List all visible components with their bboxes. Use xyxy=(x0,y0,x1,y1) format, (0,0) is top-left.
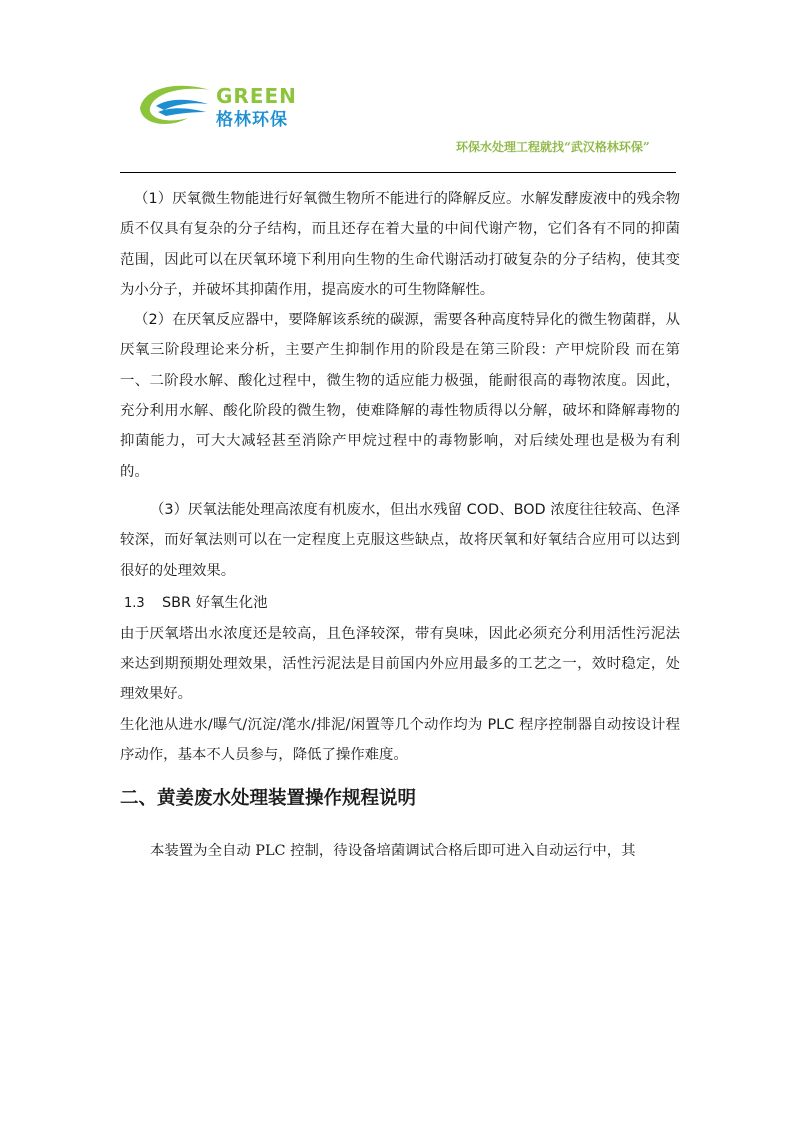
section-heading-1-3 xyxy=(120,588,680,619)
paragraph-anaerobic-3: （3）厌氧法能处理高浓度有机废水，但出水残留 COD、BOD 浓度往往较高、色泽较深，而好氧法则可以在一定程度上克服这些缺点，故将厌氧和好氧结合应用可以达到很好的处理效果。 xyxy=(120,501,680,579)
paragraph-sbr-intro: 由于厌氧塔出水浓度还是较高，且色泽较深，带有臭味，因此必须充分利用活性污泥法来达到期预期处理效果，活性污泥法是目前国内外应用最多的工艺之一，效时稳定，处理效果好。 xyxy=(120,625,680,703)
header-tagline: 环保水处理工程就找“武汉格林环保” xyxy=(456,140,650,154)
paragraph-anaerobic-1: （1）厌氧微生物能进行好氧微生物所不能进行的降解反应。水解发酵废液中的残余物质不仅具有复杂的分子结构，而且还存在着大量的中间代谢产物，它们各有不同的抑菌范围，因此可以在厌氧环境下利用向生物的生命代谢活动打破复杂的分子结构，使其变为小分子，并破坏其抑菌作用，提高废水的可生物降解性。 xyxy=(120,191,680,298)
logo-swoosh-icon xyxy=(136,78,216,130)
paragraph-sbr-plc: 生化池从进水/曝气/沉淀/滗水/排泥/闲置等几个动作均为 PLC 程序控制器自动按设计程序动作，基本不人员参与，降低了操作难度。 xyxy=(120,716,680,764)
section-number: 1.3 xyxy=(124,595,145,611)
major-heading-operation: 二、黄姜废水处理装置操作规程说明 xyxy=(120,788,417,810)
document-body xyxy=(120,184,680,867)
header-divider xyxy=(120,172,676,173)
logo-chinese-text: 格林环保 xyxy=(216,110,288,130)
section-title: SBR 好氧生化池 xyxy=(162,594,268,611)
paragraph-operation-intro: 本装置为全自动 PLC 控制，待设备培菌调试合格后即可进入自动运行中，其 xyxy=(150,843,636,860)
paragraph-anaerobic-2: （2）在厌氧反应器中，要降解该系统的碳源，需要各种高度特异化的微生物菌群，从厌氧三阶段理论来分析，主要产生抑制作用的阶段是在第三阶段：产甲烷阶段 而在第一、二阶段水解、酸化过程中，微生物的适应能力极强，能耐很高的毒物浓度。因此，充分利用水解、酸化阶段的微生物，使难降解的毒性物质得以分解，破坏和降解毒物的抑菌能力，可大大减轻甚至消除产甲烷过程中的毒物影响，对后续处理也是极为有利的。 xyxy=(120,312,680,480)
company-logo xyxy=(136,78,316,130)
logo-english-text: GREEN xyxy=(216,84,297,108)
